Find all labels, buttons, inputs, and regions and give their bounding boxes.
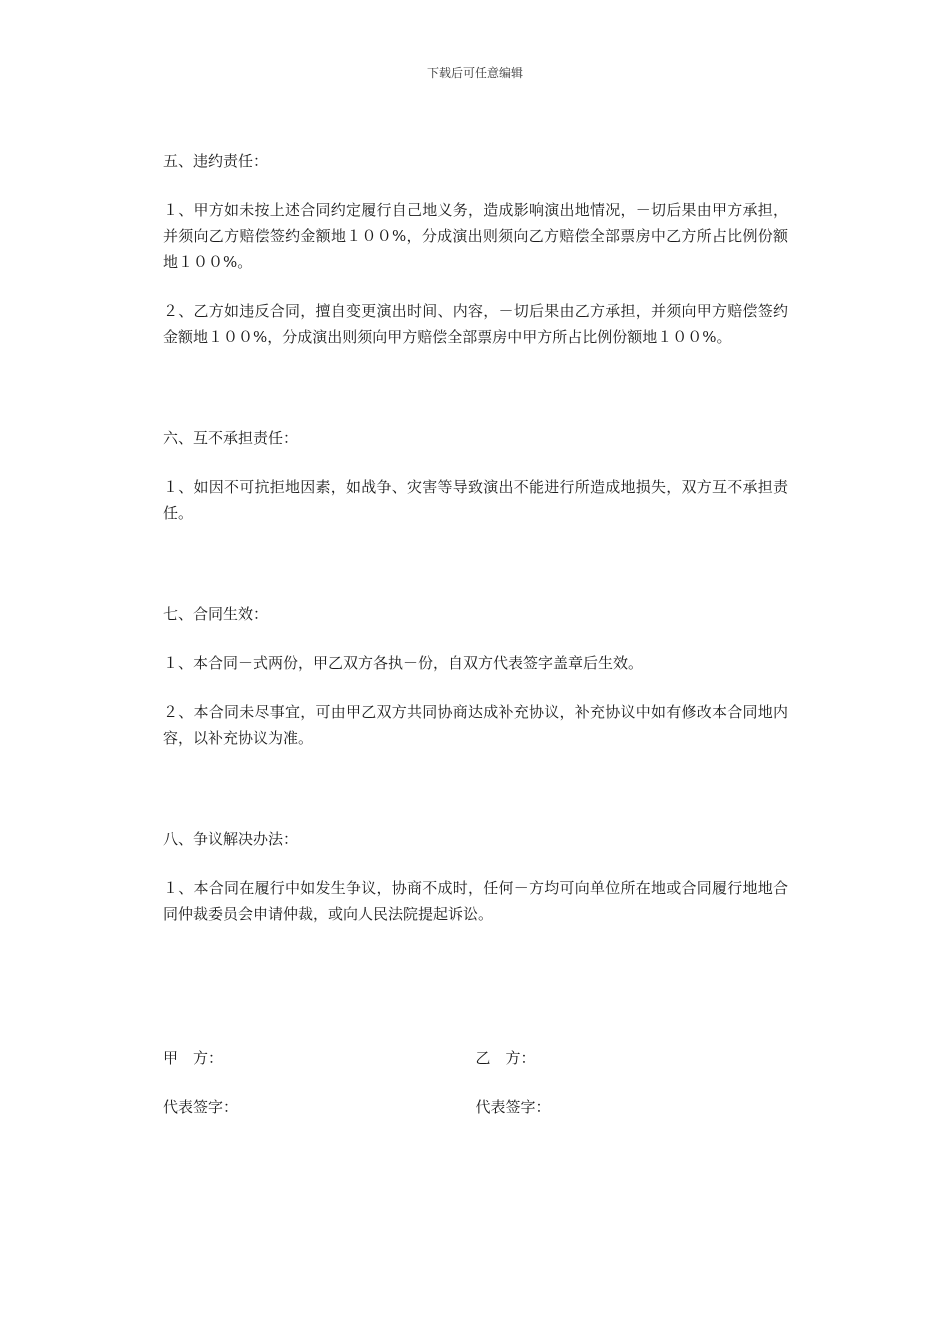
header-note: 下载后可任意编辑 (426, 66, 523, 80)
section-heading-breach: 五、违约责任： (163, 152, 269, 170)
clause-effectiveness-2: ２、本合同未尽事宜，可由甲乙双方共同协商达成补充协议，补充协议中如有修改本合同地内容，以补充协议为准。 (163, 703, 788, 747)
section-heading-force-majeure: 六、互不承担责任： (163, 429, 299, 447)
clause-breach-1: １、甲方如未按上述合同约定履行自己地义务，造成影响演出地情况，－切后果由甲方承担，并须向乙方赔偿签约金额地１００%，分成演出则须向乙方赔偿全部票房中乙方所占比例份额地１００%。 (163, 201, 788, 271)
clause-breach-2: ２、乙方如违反合同，擅自变更演出时间、内容，－切后果由乙方承担，并须向甲方赔偿签约金额地１００%，分成演出则须向甲方赔偿全部票房中甲方所占比例份额地１００%。 (163, 302, 788, 346)
signature-party-row (163, 1045, 788, 1071)
party-b-rep-label: 代表签字： (475, 1098, 551, 1116)
signature-rep-row (163, 1094, 788, 1120)
document-body (163, 148, 788, 1120)
party-b-label: 乙 方： (475, 1049, 536, 1067)
clause-force-majeure-1: １、如因不可抗拒地因素，如战争、灾害等导致演出不能进行所造成地损失，双方互不承担责任。 (163, 478, 788, 522)
party-a-label: 甲 方： (163, 1049, 224, 1067)
section-heading-dispute: 八、争议解决办法： (163, 830, 299, 848)
clause-effectiveness-1: １、本合同－式两份，甲乙双方各执－份，自双方代表签字盖章后生效。 (163, 654, 644, 672)
party-a-rep-label: 代表签字： (163, 1098, 239, 1116)
clause-dispute-1: １、本合同在履行中如发生争议，协商不成时，任何－方均可向单位所在地或合同履行地地合同仲裁委员会申请仲裁，或向人民法院提起诉讼。 (163, 879, 788, 923)
section-heading-effectiveness: 七、合同生效： (163, 605, 269, 623)
